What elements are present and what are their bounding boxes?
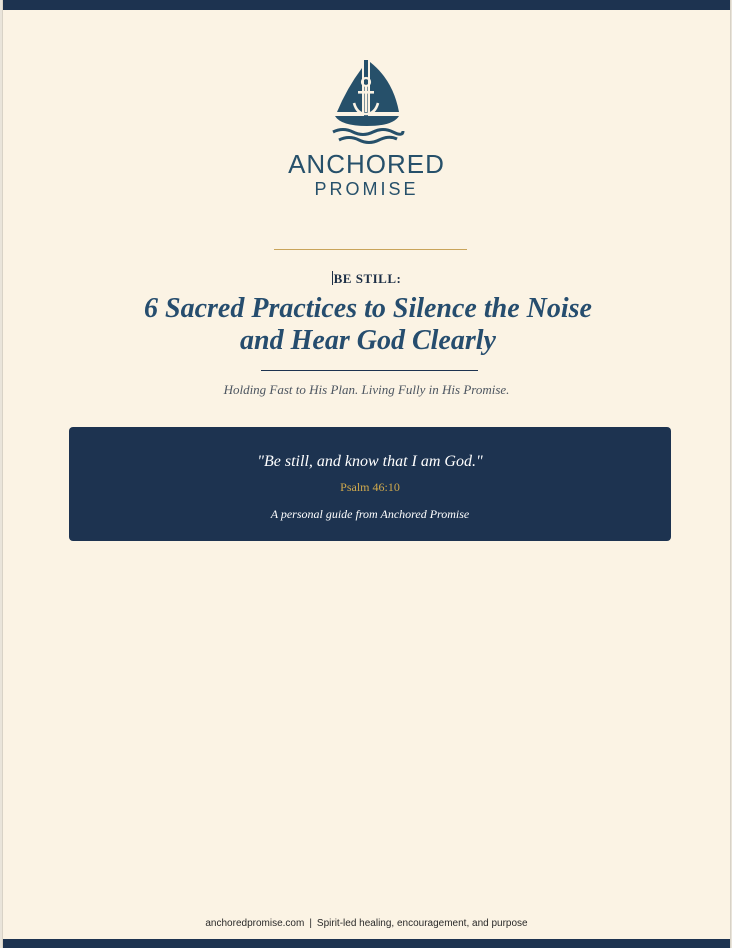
brand-name-line1: ANCHORED	[288, 149, 445, 179]
document-title	[63, 293, 673, 357]
verse-reference: Psalm 46:10	[340, 480, 400, 494]
verse-quote: "Be still, and know that I am God."	[257, 453, 483, 470]
brand-name-line2: PROMISE	[314, 179, 419, 199]
gold-divider	[274, 249, 467, 250]
footer-separator: |	[309, 918, 312, 929]
title-line-1: 6 Sacred Practices to Silence the Noise	[144, 293, 592, 324]
brand-logo	[3, 56, 730, 200]
top-accent-bar	[3, 0, 730, 10]
page-footer	[3, 918, 730, 929]
footer-website: anchoredpromise.com	[205, 918, 305, 929]
title-divider	[261, 370, 478, 371]
kicker-label	[3, 271, 730, 287]
text-cursor	[332, 271, 333, 285]
guide-note: A personal guide from Anchored Promise	[270, 507, 470, 521]
title-line-2: and Hear God Clearly	[240, 325, 496, 356]
footer-tagline: Spirit-led healing, encouragement, and purpose	[316, 918, 528, 929]
bottom-accent-bar	[3, 939, 730, 948]
document-page	[2, 0, 731, 948]
sailboat-anchor-icon	[327, 56, 407, 146]
brand-tagline: Holding Fast to His Plan. Living Fully in His Promise.	[223, 382, 510, 397]
kicker-text: BE STILL:	[333, 271, 402, 286]
verse-callout	[69, 427, 671, 541]
